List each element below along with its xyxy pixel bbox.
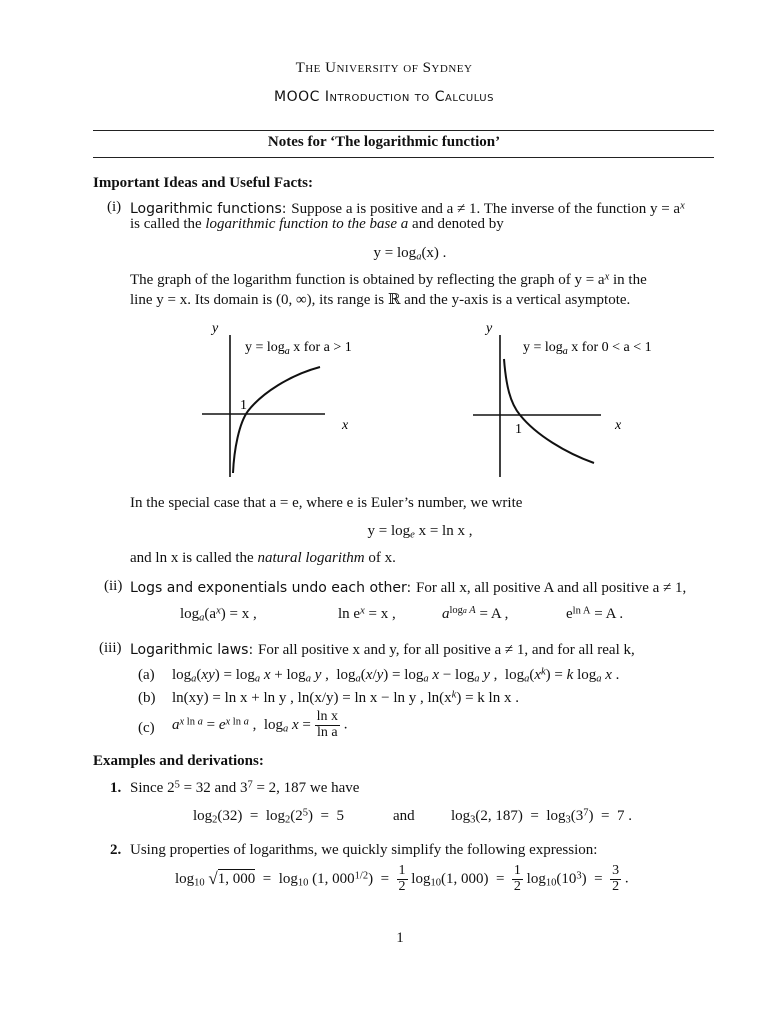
- inv3-post: = A ,: [475, 606, 509, 622]
- graph-desc-1: The graph of the logarithm function is obtained by reflecting the graph of y = a: [130, 272, 605, 288]
- inv1-sub: a: [199, 612, 205, 624]
- nat-post: of x.: [368, 550, 396, 566]
- item-i-line2-em: logarithmic function to the base a: [205, 216, 409, 232]
- graph-desc-1-post: in the: [613, 272, 647, 288]
- example-2-formula: $\log_{10} √1$, $000 = \log_{10} (1$, $000^{1/2}$) = $\frac{1}{2}$ $\log_{10}(1$, 000) = $\frac{1}{2}$ $\log_{10}(10^3)$ = $\frac{3}{2}$ .: [175, 863, 629, 894]
- left-graph-curve: [233, 367, 320, 473]
- ex2-root: 1, 000: [217, 870, 256, 887]
- graph-desc-sup: x: [604, 271, 610, 283]
- right-title-sub: a: [562, 346, 568, 357]
- inv1-sup: x: [216, 605, 221, 617]
- left-graph-x-label: x: [342, 418, 349, 433]
- item-iii-lead: Logarithmic laws:: [130, 642, 254, 658]
- university-name: The University of Sydney: [295, 60, 473, 76]
- item-iii-text: [130, 640, 635, 659]
- notes-title: Notes for ‘The logarithmic function’: [267, 134, 501, 150]
- right-title-main: y = log: [523, 340, 563, 355]
- inv3-sup-post: A: [466, 605, 476, 617]
- item-iii-body: For all positive x and y, for all positive a ≠ 1, and for all real k,: [257, 642, 635, 658]
- inv4-main: e: [566, 606, 573, 622]
- graph-log-base-less-1: [468, 315, 688, 480]
- ex1-mid: = 32 and 3: [179, 780, 248, 796]
- ideas-heading: Important Ideas and Useful Facts:: [93, 175, 314, 191]
- inv1-main: log: [180, 606, 200, 622]
- example-1-formula-right: $\log_3(2$, $187) = \log_3(3^7) = 7$ .: [451, 807, 633, 826]
- inv3-sup: log: [449, 605, 463, 617]
- law-b-main: ln(xy) = ln x + ln y , ln(x/y) = ln x − ln y , ln(x: [172, 690, 452, 706]
- law-b-formula: [172, 690, 519, 707]
- item-ii-number: (ii): [104, 578, 123, 594]
- example-2-number: 2.: [110, 842, 122, 858]
- example-1-text: [130, 780, 359, 797]
- inv1-mid: (a: [204, 606, 217, 622]
- ex1-sup2: 7: [247, 779, 253, 791]
- graph-log-base-greater-1: [190, 315, 380, 480]
- example-1-and: and: [393, 808, 415, 824]
- natural-log-formula: [0, 523, 768, 540]
- nat-formula-post: x = ln x ,: [418, 523, 473, 539]
- page-number: 1: [396, 930, 404, 946]
- ex2-frac1-num: 1: [398, 863, 406, 878]
- right-graph-title: [523, 340, 652, 357]
- inv2-main: ln e: [338, 606, 361, 622]
- left-graph-y-label: y: [212, 321, 219, 336]
- item-i-line2-post: and denoted by: [412, 216, 504, 232]
- inverse-formula-3: [442, 606, 508, 623]
- ex1-sup1: 5: [174, 779, 180, 791]
- right-graph-one-label: 1: [515, 422, 522, 437]
- item-i-lead: Logarithmic functions:: [130, 201, 287, 217]
- graph-description-line2: line y = x. Its domain is (0, ∞), its range is ℝ and the y-axis is a vertical asymptote.: [130, 292, 631, 308]
- log-def-sub: a: [416, 251, 422, 263]
- nat-pre: and ln x is called the: [130, 550, 254, 566]
- inv3-main: a: [442, 606, 450, 622]
- inv1-post: ) = x ,: [220, 606, 257, 622]
- log-def-post: (x) .: [421, 245, 447, 261]
- item-i-line1-sup: x: [680, 200, 685, 212]
- item-i-number: (i): [107, 199, 122, 215]
- law-c-denominator: ln a: [317, 724, 338, 740]
- item-ii-lead: Logs and exponentials undo each other:: [130, 580, 412, 596]
- law-c-label: (c): [138, 720, 155, 736]
- left-title-sub: a: [284, 346, 290, 357]
- item-i-line2: [130, 216, 504, 233]
- log-definition-formula: [0, 245, 768, 262]
- ex2-frac3-den: 2: [612, 878, 620, 894]
- law-a-formula: $\log_a(xy) = \log_a x + \log_a y$ , $\log_a(x/y) = \log_a x - \log_a y$ , $\log_a(x^k) = k$ $\log_a x$ .: [172, 666, 620, 685]
- law-b-post: ) = k ln x .: [456, 690, 519, 706]
- ex1-pre: Since 2: [130, 780, 175, 796]
- top-rule: [93, 130, 714, 131]
- law-b-label: (b): [138, 690, 156, 706]
- inv4-sup: ln A: [572, 605, 591, 617]
- law-c-numerator: ln x: [316, 709, 339, 724]
- item-iii-number: (iii): [99, 640, 122, 656]
- ex2-frac2-num: 1: [513, 863, 521, 878]
- right-title-post: x for 0 < a < 1: [567, 340, 652, 355]
- law-c-formula: $a^{x ln a} = e^{x ln a}$ , $\log_a x$ = $\frac{\text{ln x}}{\text{ln a}}$ .: [172, 709, 348, 740]
- item-i-line1: Suppose a is positive and a ≠ 1. The inverse of the function y = a: [291, 201, 681, 217]
- inv3-sup-sub: a: [462, 606, 467, 616]
- left-title-main: y = log: [245, 340, 285, 355]
- ex2-frac2-den: 2: [513, 878, 521, 894]
- left-title-post: x for a > 1: [289, 340, 352, 355]
- example-2-text: Using properties of logarithms, we quickly simplify the following expression:: [130, 842, 598, 858]
- ex2-frac3-num: 3: [612, 863, 620, 878]
- natural-log-text: [130, 550, 396, 567]
- left-graph-one-label: 1: [240, 398, 247, 413]
- nat-formula-sub: e: [410, 529, 415, 541]
- bottom-rule: [93, 157, 714, 158]
- item-ii-body: For all x, all positive A and all positive a ≠ 1,: [416, 580, 687, 596]
- ex2-frac1-den: 2: [398, 878, 406, 894]
- item-i-line2-pre: is called the: [130, 216, 202, 232]
- item-ii-text: [130, 578, 686, 597]
- example-1-formula-left: $\log_2(32) = \log_2(2^5) = 5$: [193, 807, 345, 826]
- law-b-sup: k: [451, 689, 457, 701]
- ex1-post: = 2, 187 we have: [252, 780, 360, 796]
- inv2-post: = x ,: [364, 606, 396, 622]
- law-a-label: (a): [138, 667, 155, 683]
- nat-em: natural logarithm: [257, 550, 365, 566]
- right-graph-y-label: y: [486, 321, 493, 336]
- inv4-post: = A .: [590, 606, 624, 622]
- right-graph-curve: [504, 359, 594, 463]
- inverse-formula-2: [338, 606, 396, 623]
- example-1-number: 1.: [110, 780, 122, 796]
- nat-formula-main: y = log: [367, 523, 411, 539]
- course-title: MOOC Introduction to Calculus: [274, 89, 494, 105]
- graph-description-line1: [130, 272, 647, 289]
- special-case-text: In the special case that a = e, where e is Euler’s number, we write: [130, 495, 523, 511]
- examples-heading: Examples and derivations:: [93, 753, 264, 769]
- left-graph-title: [245, 340, 352, 357]
- inverse-formula-4: [566, 606, 623, 623]
- inv2-sup: x: [360, 605, 365, 617]
- right-graph-x-label: x: [615, 418, 622, 433]
- log-def-main: y = log: [373, 245, 417, 261]
- inverse-formula-1: [180, 606, 257, 623]
